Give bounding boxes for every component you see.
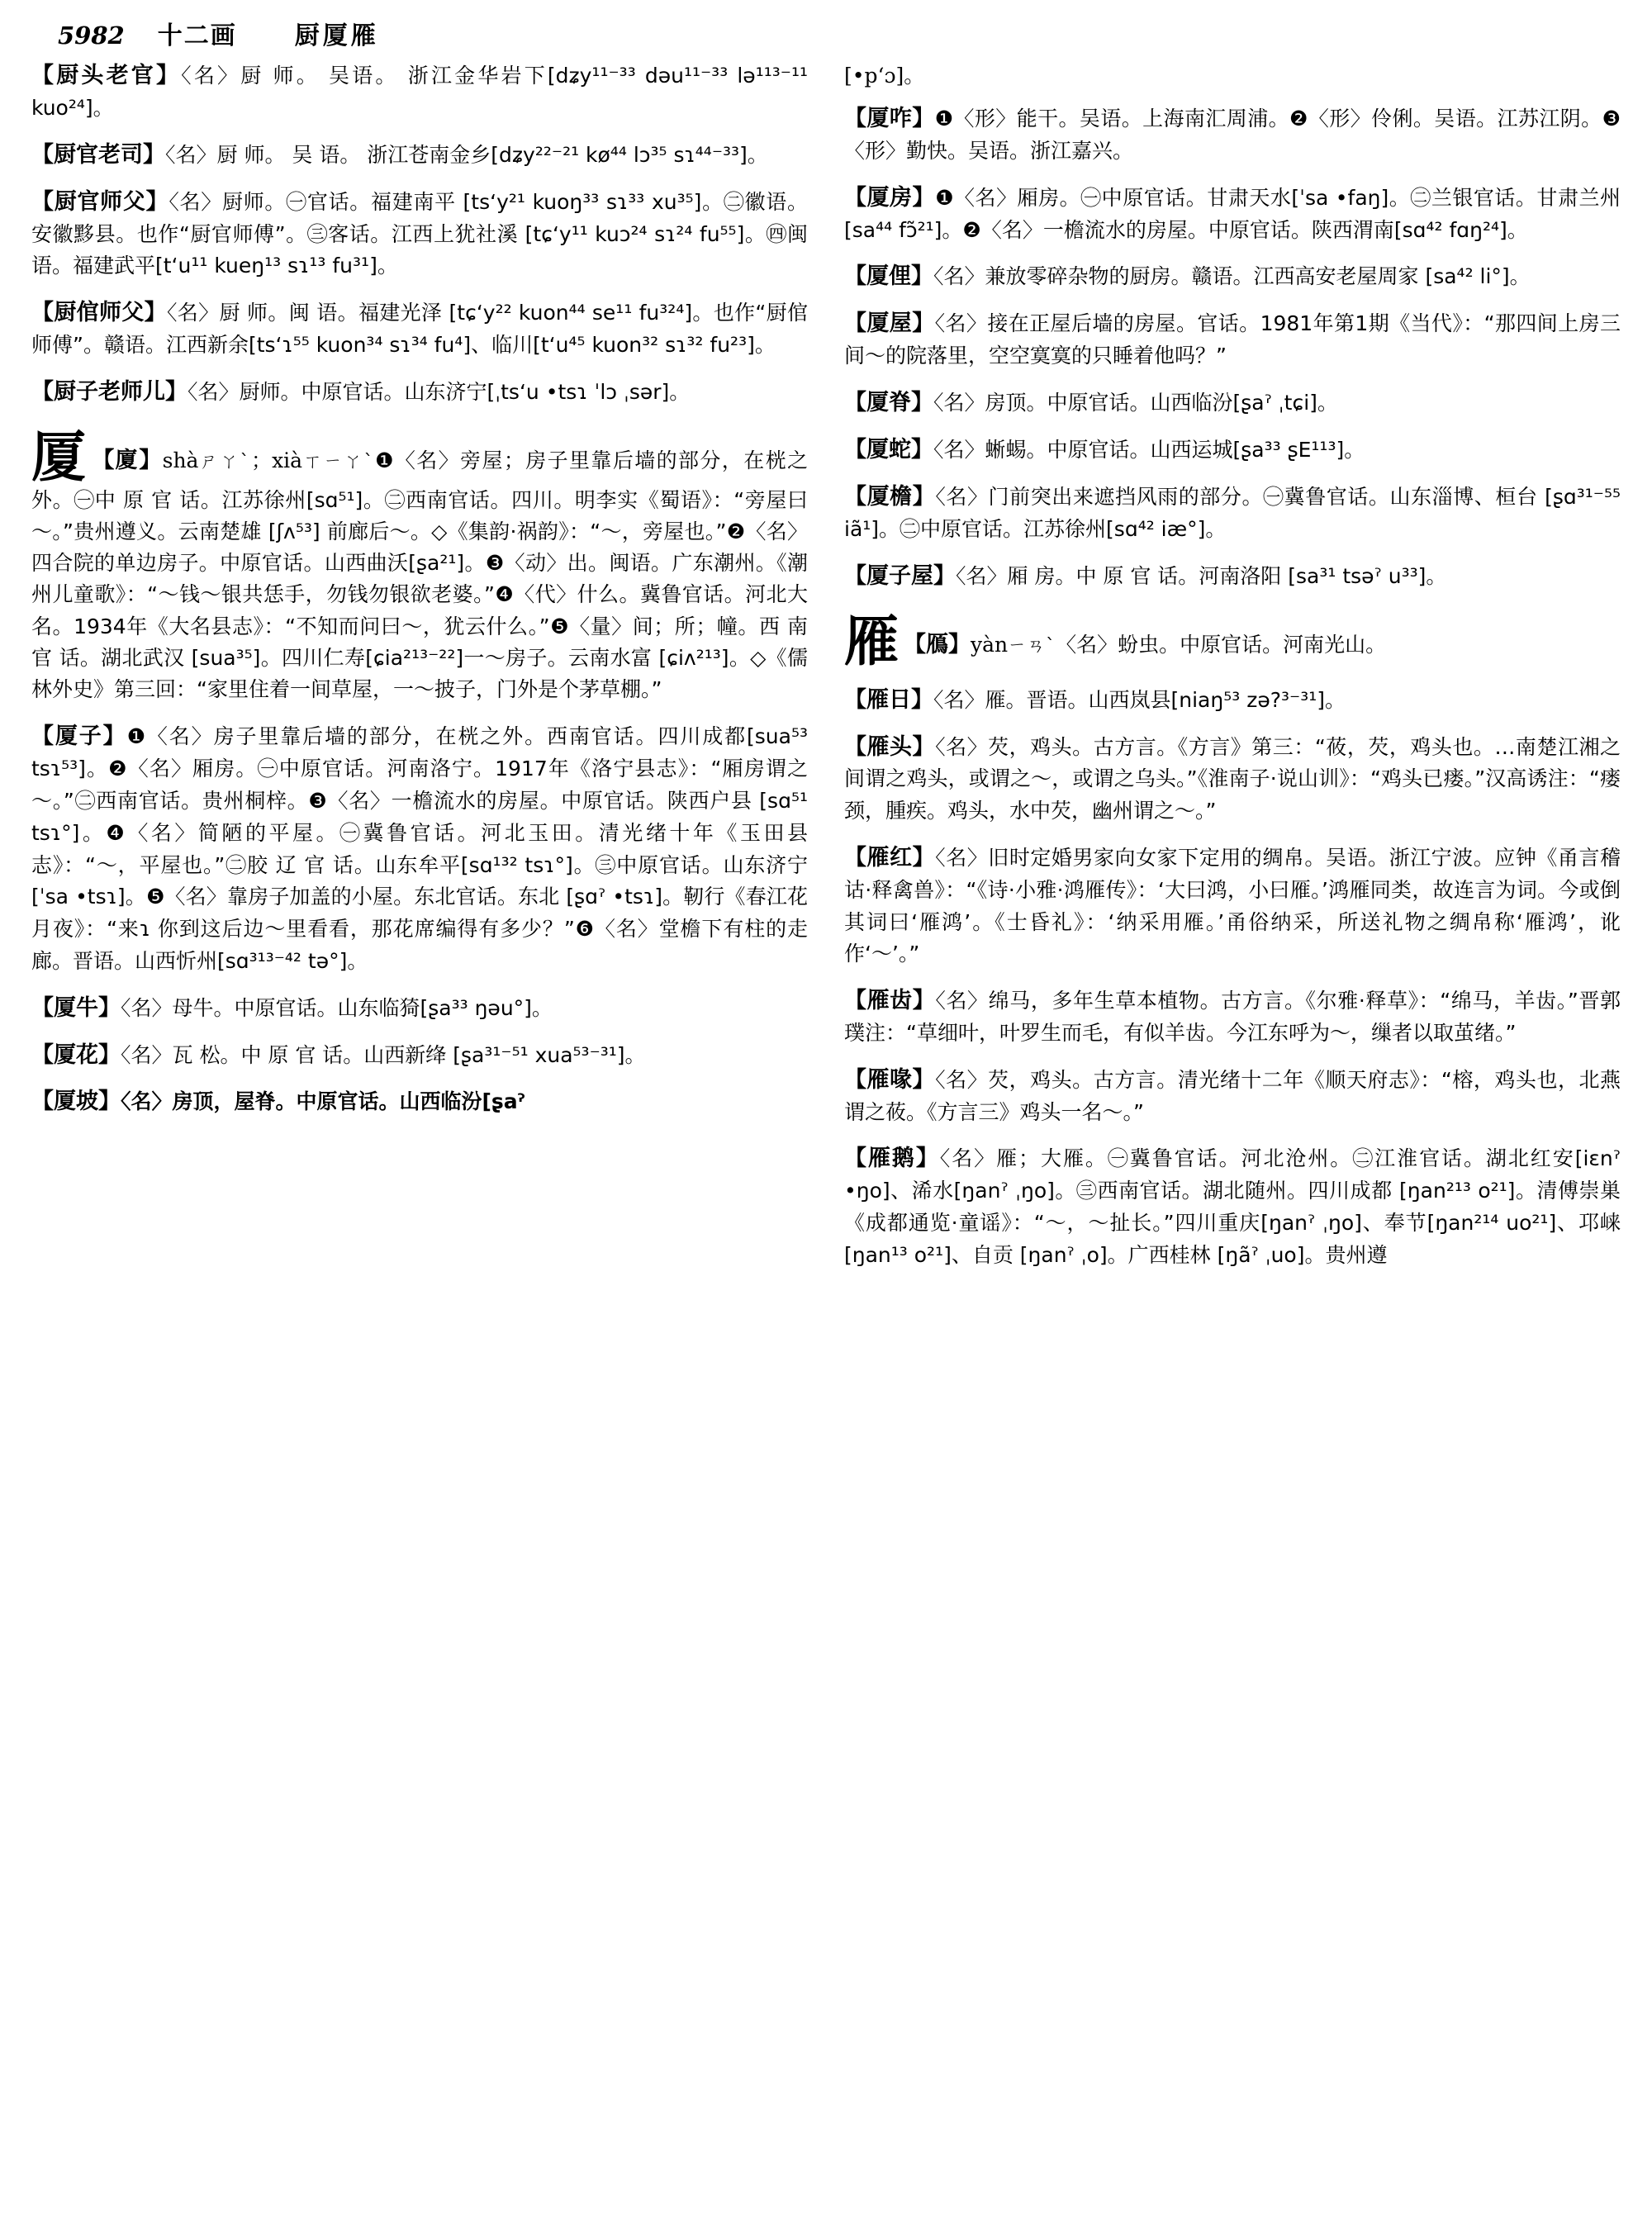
entry-body: ❶〈名〉房子里靠后墙的部分，在桄之外。西南官话。四川成都[sua⁵³ tsɿ⁵³]。❷〈名〉厢房。㊀中原官话。河南洛宁。1917年《洛宁县志》：“厢房谓之～。”㊁西南官话。贵州桐梓。❸〈名〉一檐流水的房屋。中原官话。陕西户县 [sɑ⁵¹ tsɿ°]。❹〈名〉简陋的平屋。㊀冀鲁官话。河北玉田。清光绪十年《玉田县志》：“～，平屋也。”㊁胶 辽 官 话。山东牟平[sɑ¹³² tsɿ°]。㊂中原官话。山东济宁[ˈsa •tsɿ]。❺〈名〉靠房子加盖的小屋。东北官话。东北 [ʂɑˀ •tsɿ]。靭行《春江花月夜》：“来ɿ 你到这后边～里看看，那花席编得有多少？”❻〈名〉堂檐下有柱的走廊。晋语。山西忻州[sɑ³¹³⁻⁴² tə°]。 [31, 724, 808, 973]
left-column [31, 59, 808, 2223]
dictionary-entry [31, 1085, 808, 1118]
entry-body: 〈名〉房顶，屋脊。中原官话。山西临汾[ʂaˀ [121, 1089, 525, 1114]
entry-body: 〈名〉芡，鸡头。古方言。《方言》第三：“莜，芡，鸡头也。…南楚江湘之间谓之鸡头，或谓之～，或谓之乌头。”《淮南子·说山训》：“鸡头已瘘。”汉高诱注：“瘘颈，腫疾。鸡头，水中芡，幽州谓之～。” [844, 734, 1621, 823]
entry-headword: 【厦脊】 [844, 390, 933, 416]
entry-headword: 【雁红】 [844, 844, 936, 871]
dictionary-entry [844, 102, 1621, 168]
dictionary-entry [844, 481, 1621, 546]
entry-headword: 【雁齿】 [844, 988, 936, 1014]
dictionary-entry [844, 307, 1621, 372]
entry-headword: 【雁喙】 [844, 1066, 936, 1093]
entry-body: 〈名〉厨 师。 吴语。 浙江金华岩下[dʑy¹¹⁻³³ dəu¹¹⁻³³ lə¹¹³⁻¹¹ kuo²⁴]。 [31, 64, 808, 120]
entry-headword: 【雁日】 [844, 686, 933, 713]
stroke-section-label: 十二画 [157, 21, 237, 50]
entry-headword: 【雁头】 [844, 733, 936, 760]
entry-body: 〈名〉厨师。㊀官话。福建南平 [tsʻy²¹ kuoŋ³³ sɿ³³ xu³⁵]。㊁徽语。安徽黟县。也作“厨官师傅”。㊂客话。江西上犹社溪 [tɕʻy¹¹ kuɔ²⁴ sɿ²⁴ fu⁵⁵]。㊃闽语。福建武平[tʻu¹¹ kueŋ¹³ sɿ¹³ fu³¹]。 [31, 189, 808, 278]
zhuyin-1: ㄕㄚˋ [198, 451, 252, 472]
entry-headword: 【厨子老师儿】 [31, 378, 188, 405]
entry-headword: 【厦花】 [31, 1041, 121, 1068]
entry-body: 〈名〉兼放零碎杂物的厨房。赣语。江西高安老屋周家 [sa⁴² li°]。 [933, 264, 1531, 289]
variant-headword: 【鴈】 [904, 631, 971, 657]
entry-body: 〈名〉蜥蜴。中原官话。山西运城[ʂa³³ ʂE¹¹³]。 [933, 437, 1365, 462]
zhuyin-2: ㄒㄧㄚˋ [302, 451, 376, 472]
entry-body: ❶〈名〉旁屋；房子里靠后墙的部分，在桄之外。㊀中 原 官 话。江苏徐州[sɑ⁵¹]。㊁西南官话。四川。明李实《蜀语》：“旁屋曰～。”贵州遵义。云南楚雄 [ʃʌ⁵³] 前廊后～。◇《集韵·祸韵》：“～，旁屋也。”❷〈名〉四合院的单边房子。中原官话。山西曲沃[ʂa²¹]。❸〈动〉出。闽语。广东潮州。《潮州儿童歌》：“～钱～银共恁手，勿钱勿银欲老婆。”❹〈代〉什么。冀鲁官话。河北大名。1934年《大名县志》：“不知而问曰～，犹云什么。”❺〈量〉间；所；幢。西 南 官 话。湖北武汉 [sua³⁵]。四川仁寿[ɕia²¹³⁻²²]一～房子。云南水富 [ɕiʌ²¹³]。◇《儒林外史》第三回：“家里住着一间草屋，一～披子，门外是个茅草棚。” [31, 448, 808, 702]
main-character-entry-sha [31, 425, 808, 706]
pinyin-2: xià [272, 448, 303, 472]
right-column [844, 59, 1621, 2223]
dictionary-entry [31, 297, 808, 362]
dictionary-entry [844, 434, 1621, 467]
dictionary-entry [31, 186, 808, 282]
entry-headword: 【厦房】 [844, 184, 936, 211]
entry-body: 〈名〉蚡虫。中原官话。河南光山。 [1056, 632, 1387, 657]
dictionary-entry [31, 59, 808, 125]
page-header [58, 15, 1594, 51]
entry-headword: 【厦子】 [31, 724, 127, 750]
entry-body: 〈名〉厨 师。闽 语。福建光泽 [tɕʻy²² kuon⁴⁴ se¹¹ fu³²⁴]。也作“厨倌师傅”。赣语。江西新余[tsʻɿ⁵⁵ kuon³⁴ sɿ³⁴ fu⁴]、临川[tʻu⁴⁵ kuon³² sɿ³² fu²³]。 [31, 301, 808, 358]
dictionary-entry [844, 260, 1621, 293]
page-number: 5982 [58, 21, 125, 50]
entry-headword: 【厦咋】 [844, 106, 935, 131]
dictionary-entry [31, 992, 808, 1025]
entry-body: 〈名〉门前突出来遮挡风雨的部分。㊀冀鲁官话。山东淄博、桓台 [ʂɑ³¹⁻⁵⁵ iã¹]。㊁中原官话。江苏徐州[sɑ⁴² iæ°]。 [844, 484, 1621, 541]
entry-body: 〈名〉雁；大雁。㊀冀鲁官话。河北沧州。㊁江淮官话。湖北红安[iɛnˀ •ŋo]、浠水[ŋanˀ ˌŋo]。㊂西南官话。湖北随州。四川成都 [ŋan²¹³ o²¹]。清傅崇巣《成都通览·童谣》：“～，～扯长。”四川重庆[ŋanˀ ˌŋo]、奉节[ŋan²¹⁴ uo²¹]、邛崃[ŋan¹³ o²¹]、自贡 [ŋanˀ ˌo]。广西桂林 [ŋãˀ ˌuo]。贵州遵 [844, 1146, 1621, 1267]
entry-headword: 【厨官老司】 [31, 141, 165, 168]
dictionary-entry [31, 1039, 808, 1072]
dictionary-entry [31, 139, 808, 172]
zhuyin: ㄧㄢˋ [1008, 635, 1056, 657]
entry-headword: 【厦檐】 [844, 483, 936, 510]
entry-body: 〈名〉厨师。中原官话。山东济宁[ˌtsʻu •tsɿ ˈlɔ ˌsər]。 [188, 379, 691, 404]
entry-headword: 【厦屋】 [844, 311, 935, 337]
two-column-body [0, 59, 1652, 2223]
entry-headword: 【厦坡】 [31, 1089, 121, 1115]
entry-headword: 【厨官师父】 [31, 188, 169, 215]
entry-body: 〈名〉母牛。中原官话。山东临猗[ʂa³³ ŋəu°]。 [121, 995, 553, 1020]
entry-body: ❶〈形〉能干。吴语。上海南汇周浦。❷〈形〉伶俐。吴语。江苏江阴。❸〈形〉勤快。吴语。浙江嘉兴。 [844, 107, 1621, 163]
dictionary-entry [844, 560, 1621, 593]
dictionary-entry [31, 720, 808, 977]
entry-headword: 【厦牛】 [31, 994, 121, 1021]
entry-headword: 【雁鹅】 [844, 1146, 940, 1172]
continued-text-fragment: [•pʻɔ]。 [844, 64, 925, 88]
header-characters: 厨厦雁 [294, 21, 379, 50]
main-character-entry-yan [844, 609, 1621, 673]
entry-body: ❶〈名〉厢房。㊀中原官话。甘肃天水[ˈsa •faŋ]。㊁兰银官话。甘肃兰州[sa⁴⁴ fɔ̃²¹]。❷〈名〉一檐流水的房屋。中原官话。陕西渭南[sɑ⁴² fɑŋ²⁴]。 [844, 185, 1621, 242]
entry-body: 〈名〉瓦 松。中 原 官 话。山西新绛 [ʂa³¹⁻⁵¹ xua⁵³⁻³¹]。 [121, 1042, 646, 1067]
entry-headword: 【厦子屋】 [844, 562, 956, 589]
dictionary-entry [844, 985, 1621, 1050]
dictionary-entry [31, 376, 808, 409]
pron-separator: ； [251, 448, 273, 472]
entry-headword: 【厨倌师父】 [31, 300, 167, 326]
pinyin: shà [162, 448, 199, 472]
variant-headword: 【廈】 [92, 447, 163, 473]
entry-body: 〈名〉绵马，多年生草本植物。古方言。《尔雅·释草》：“绵马，羊齿。”晋郭璞注：“草细叶，叶罗生而毛，有似羊齿。今江东呼为～，缫者以取茧绪。” [844, 989, 1621, 1046]
dictionary-entry [844, 1064, 1621, 1129]
dictionary-entry [844, 1142, 1621, 1271]
dictionary-entry [844, 182, 1621, 247]
entry-body: 〈名〉厨 师。 吴 语。 浙江苍南金乡[dʑy²²⁻²¹ kø⁴⁴ lɔ³⁵ sɿ⁴⁴⁻³³]。 [165, 142, 768, 167]
big-character: 雁 [844, 609, 899, 673]
entry-body: 〈名〉雁。晋语。山西岚县[niaŋ⁵³ zə?³⁻³¹]。 [933, 687, 1346, 712]
entry-headword: 【厦蛇】 [844, 436, 933, 463]
entry-body: 〈名〉厢 房。中 原 官 话。河南洛阳 [sa³¹ tsəˀ u³³]。 [956, 563, 1447, 588]
dictionary-entry [844, 387, 1621, 420]
entry-body: 〈名〉旧时定婚男家向女家下定用的绸帛。吴语。浙江宁波。应钟《甬言稽诂·释禽兽》：“《诗·小雅·鸿雁传》：‘大曰鸿，小曰雁。’鸿雁同类，故连言为词。今或倒其词曰‘雁鸿’。《士昏礼》：‘纳采用雁。’甬俗纳采，所送礼物之绸帛称‘雁鸿’，讹作‘～’。” [844, 845, 1621, 966]
big-character: 厦 [31, 425, 88, 489]
dictionary-entry [844, 842, 1621, 970]
pinyin: yàn [971, 632, 1009, 657]
entry-headword: 【厨头老官】 [31, 63, 182, 88]
entry-body: 〈名〉房顶。中原官话。山西临汾[ʂaˀ ˌtɕi]。 [933, 391, 1338, 415]
entry-body: 〈名〉接在正屋后墙的房屋。官话。1981年第1期《当代》：“那四间上房三间～的院落里，空空寞寞的只睡着他吗？” [844, 311, 1621, 368]
dictionary-entry [844, 731, 1621, 828]
entry-headword: 【厦俚】 [844, 263, 933, 290]
entry-body: 〈名〉芡，鸡头。古方言。清光绪十二年《顺天府志》：“榕，鸡头也，北燕谓之莜。《方言三》鸡头一名～。” [844, 1067, 1621, 1124]
dictionary-entry [844, 684, 1621, 717]
